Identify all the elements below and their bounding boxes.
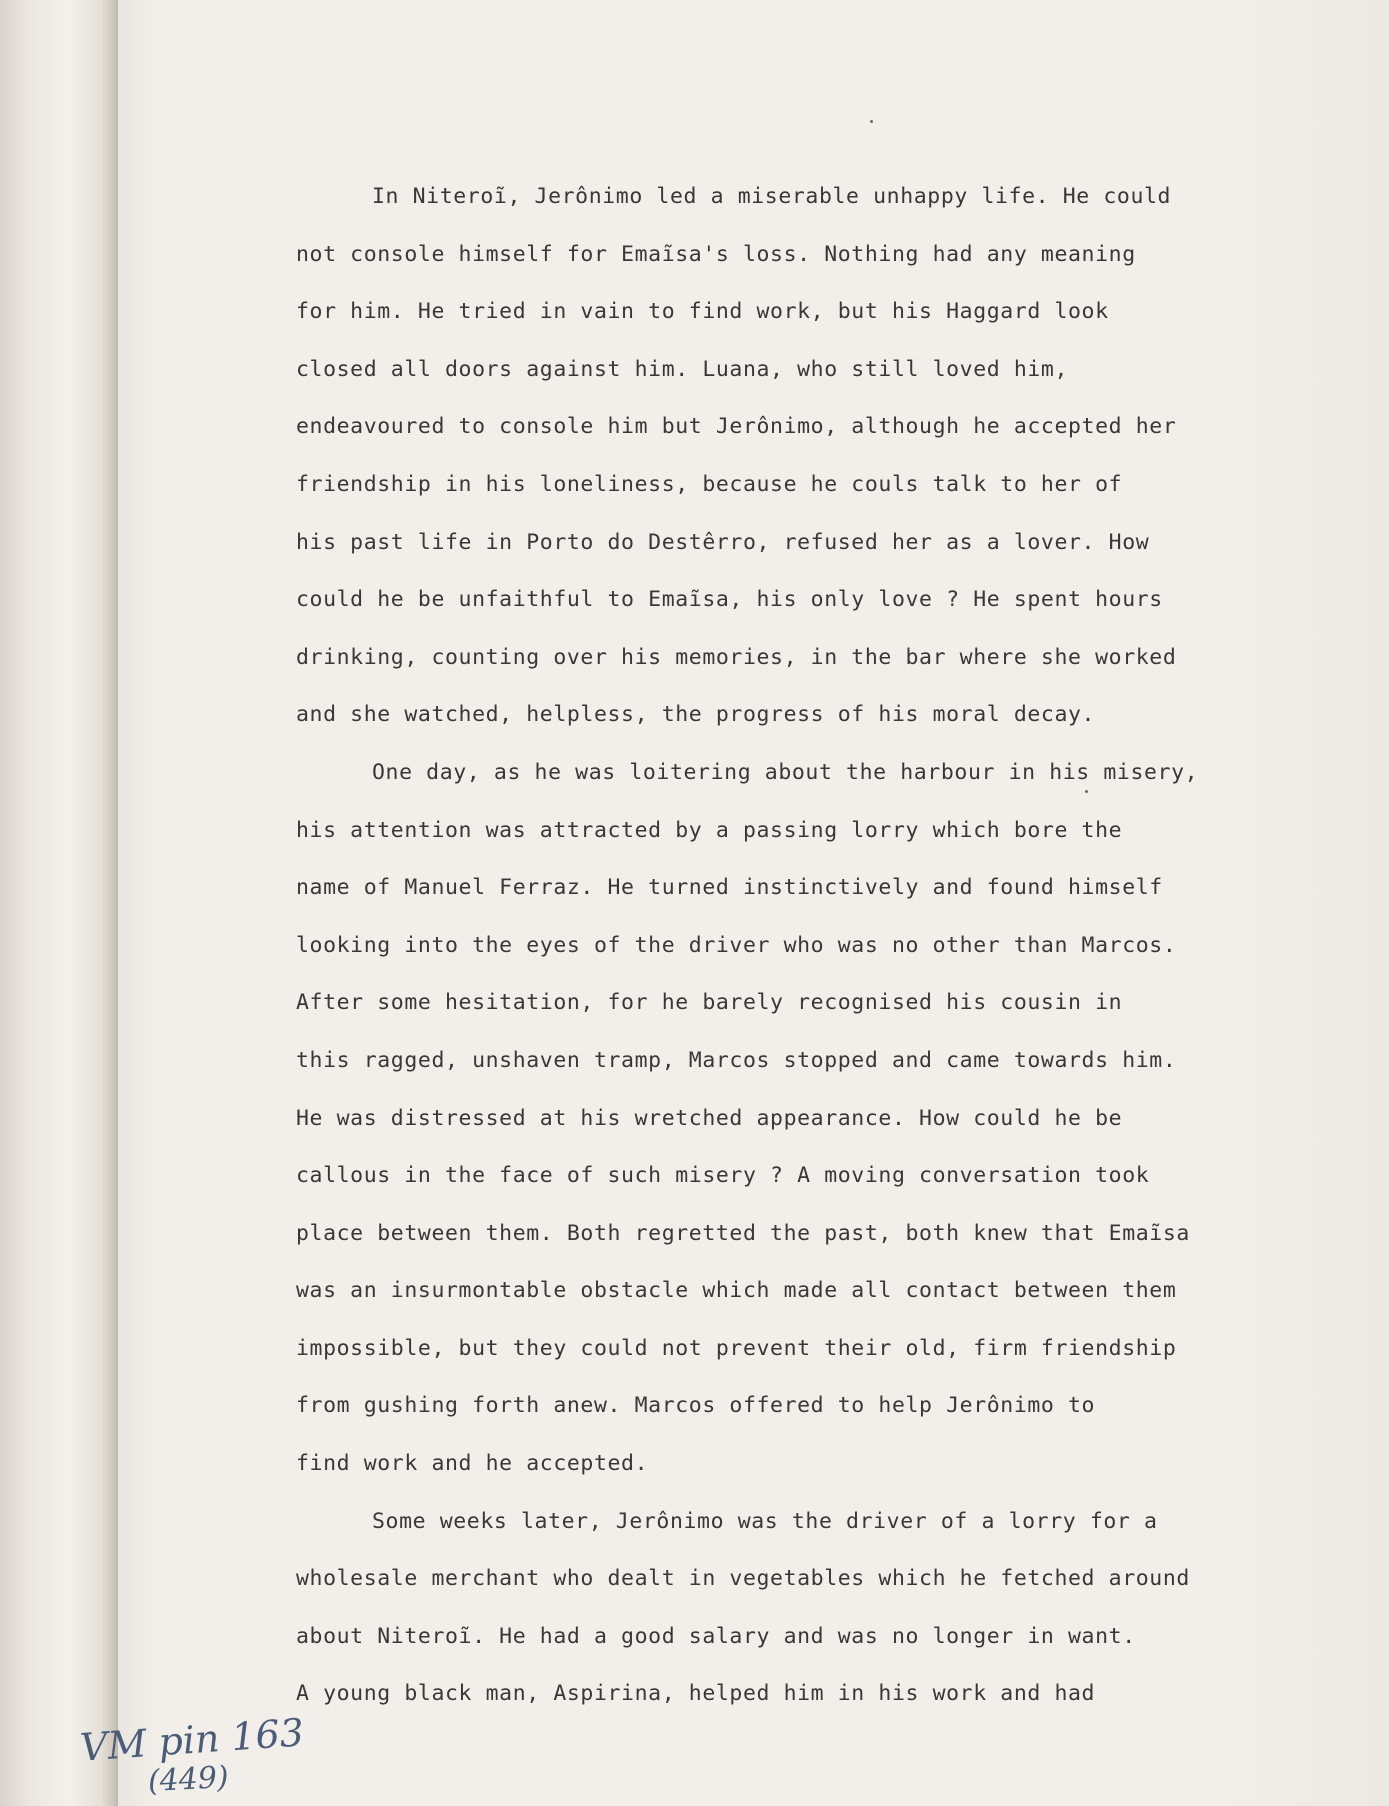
stray-ink-mark [870,120,873,123]
text-line: endeavoured to console him but Jerônimo, although he accepted her [296,414,1177,440]
handwritten-page-number: (449) [147,1759,230,1800]
handwritten-archive-reference: VM pin 163 [78,1710,306,1770]
book-binding-edge [0,0,118,1806]
paragraph-1 [296,168,1356,744]
text-line: find work and he accepted. [296,1451,649,1477]
text-line: drinking, counting over his memories, in the bar where she worked [296,644,1177,670]
text-line: callous in the face of such misery ? A moving conversation took [296,1163,1150,1189]
text-line: friendship in his loneliness, because he couls talk to her of [296,471,1123,497]
text-line: A young black man, Aspirina, helped him in his work and had [296,1681,1096,1707]
text-line: name of Manuel Ferraz. He turned instinctively and found himself [296,875,1163,901]
paragraph-3 [296,1493,1356,1723]
text-line: not console himself for Emaĩsa's loss. Nothing had any meaning [296,241,1136,267]
text-line: closed all doors against him. Luana, who still loved him, [296,356,1069,382]
text-line: and she watched, helpless, the progress of his moral decay. [296,702,1096,728]
text-line: Some weeks later, Jerônimo was the driver of a lorry for a [372,1508,1158,1534]
text-line: After some hesitation, for he barely recognised his cousin in [296,990,1123,1016]
text-line: this ragged, unshaven tramp, Marcos stopped and came towards him. [296,1047,1177,1073]
text-line: for him. He tried in vain to find work, but his Haggard look [296,299,1109,325]
typewritten-text [296,168,1356,1723]
text-line: looking into the eyes of the driver who was no other than Marcos. [296,932,1177,958]
text-line: place between them. Both regretted the past, both knew that Emaĩsa [296,1220,1190,1246]
text-line: about Niteroĩ. He had a good salary and was no longer in want. [296,1623,1136,1649]
text-line: He was distressed at his wretched appearance. How could he be [296,1105,1123,1131]
paragraph-2 [296,744,1356,1493]
text-line: his past life in Porto do Destêrro, refused her as a lover. How [296,529,1150,555]
text-line: from gushing forth anew. Marcos offered to help Jerônimo to [296,1393,1096,1419]
text-line: One day, as he was loitering about the harbour in his misery, [372,759,1199,785]
text-line: In Niteroĩ, Jerônimo led a miserable unhappy life. He could [372,184,1172,209]
text-line: could he be unfaithful to Emaĩsa, his only love ? He spent hours [296,587,1163,613]
text-line: his attention was attracted by a passing lorry which bore the [296,817,1123,843]
text-line: wholesale merchant who dealt in vegetables which he fetched around [296,1566,1190,1592]
text-line: was an insurmontable obstacle which made all contact between them [296,1278,1177,1304]
text-line: impossible, but they could not prevent their old, firm friendship [296,1335,1177,1361]
